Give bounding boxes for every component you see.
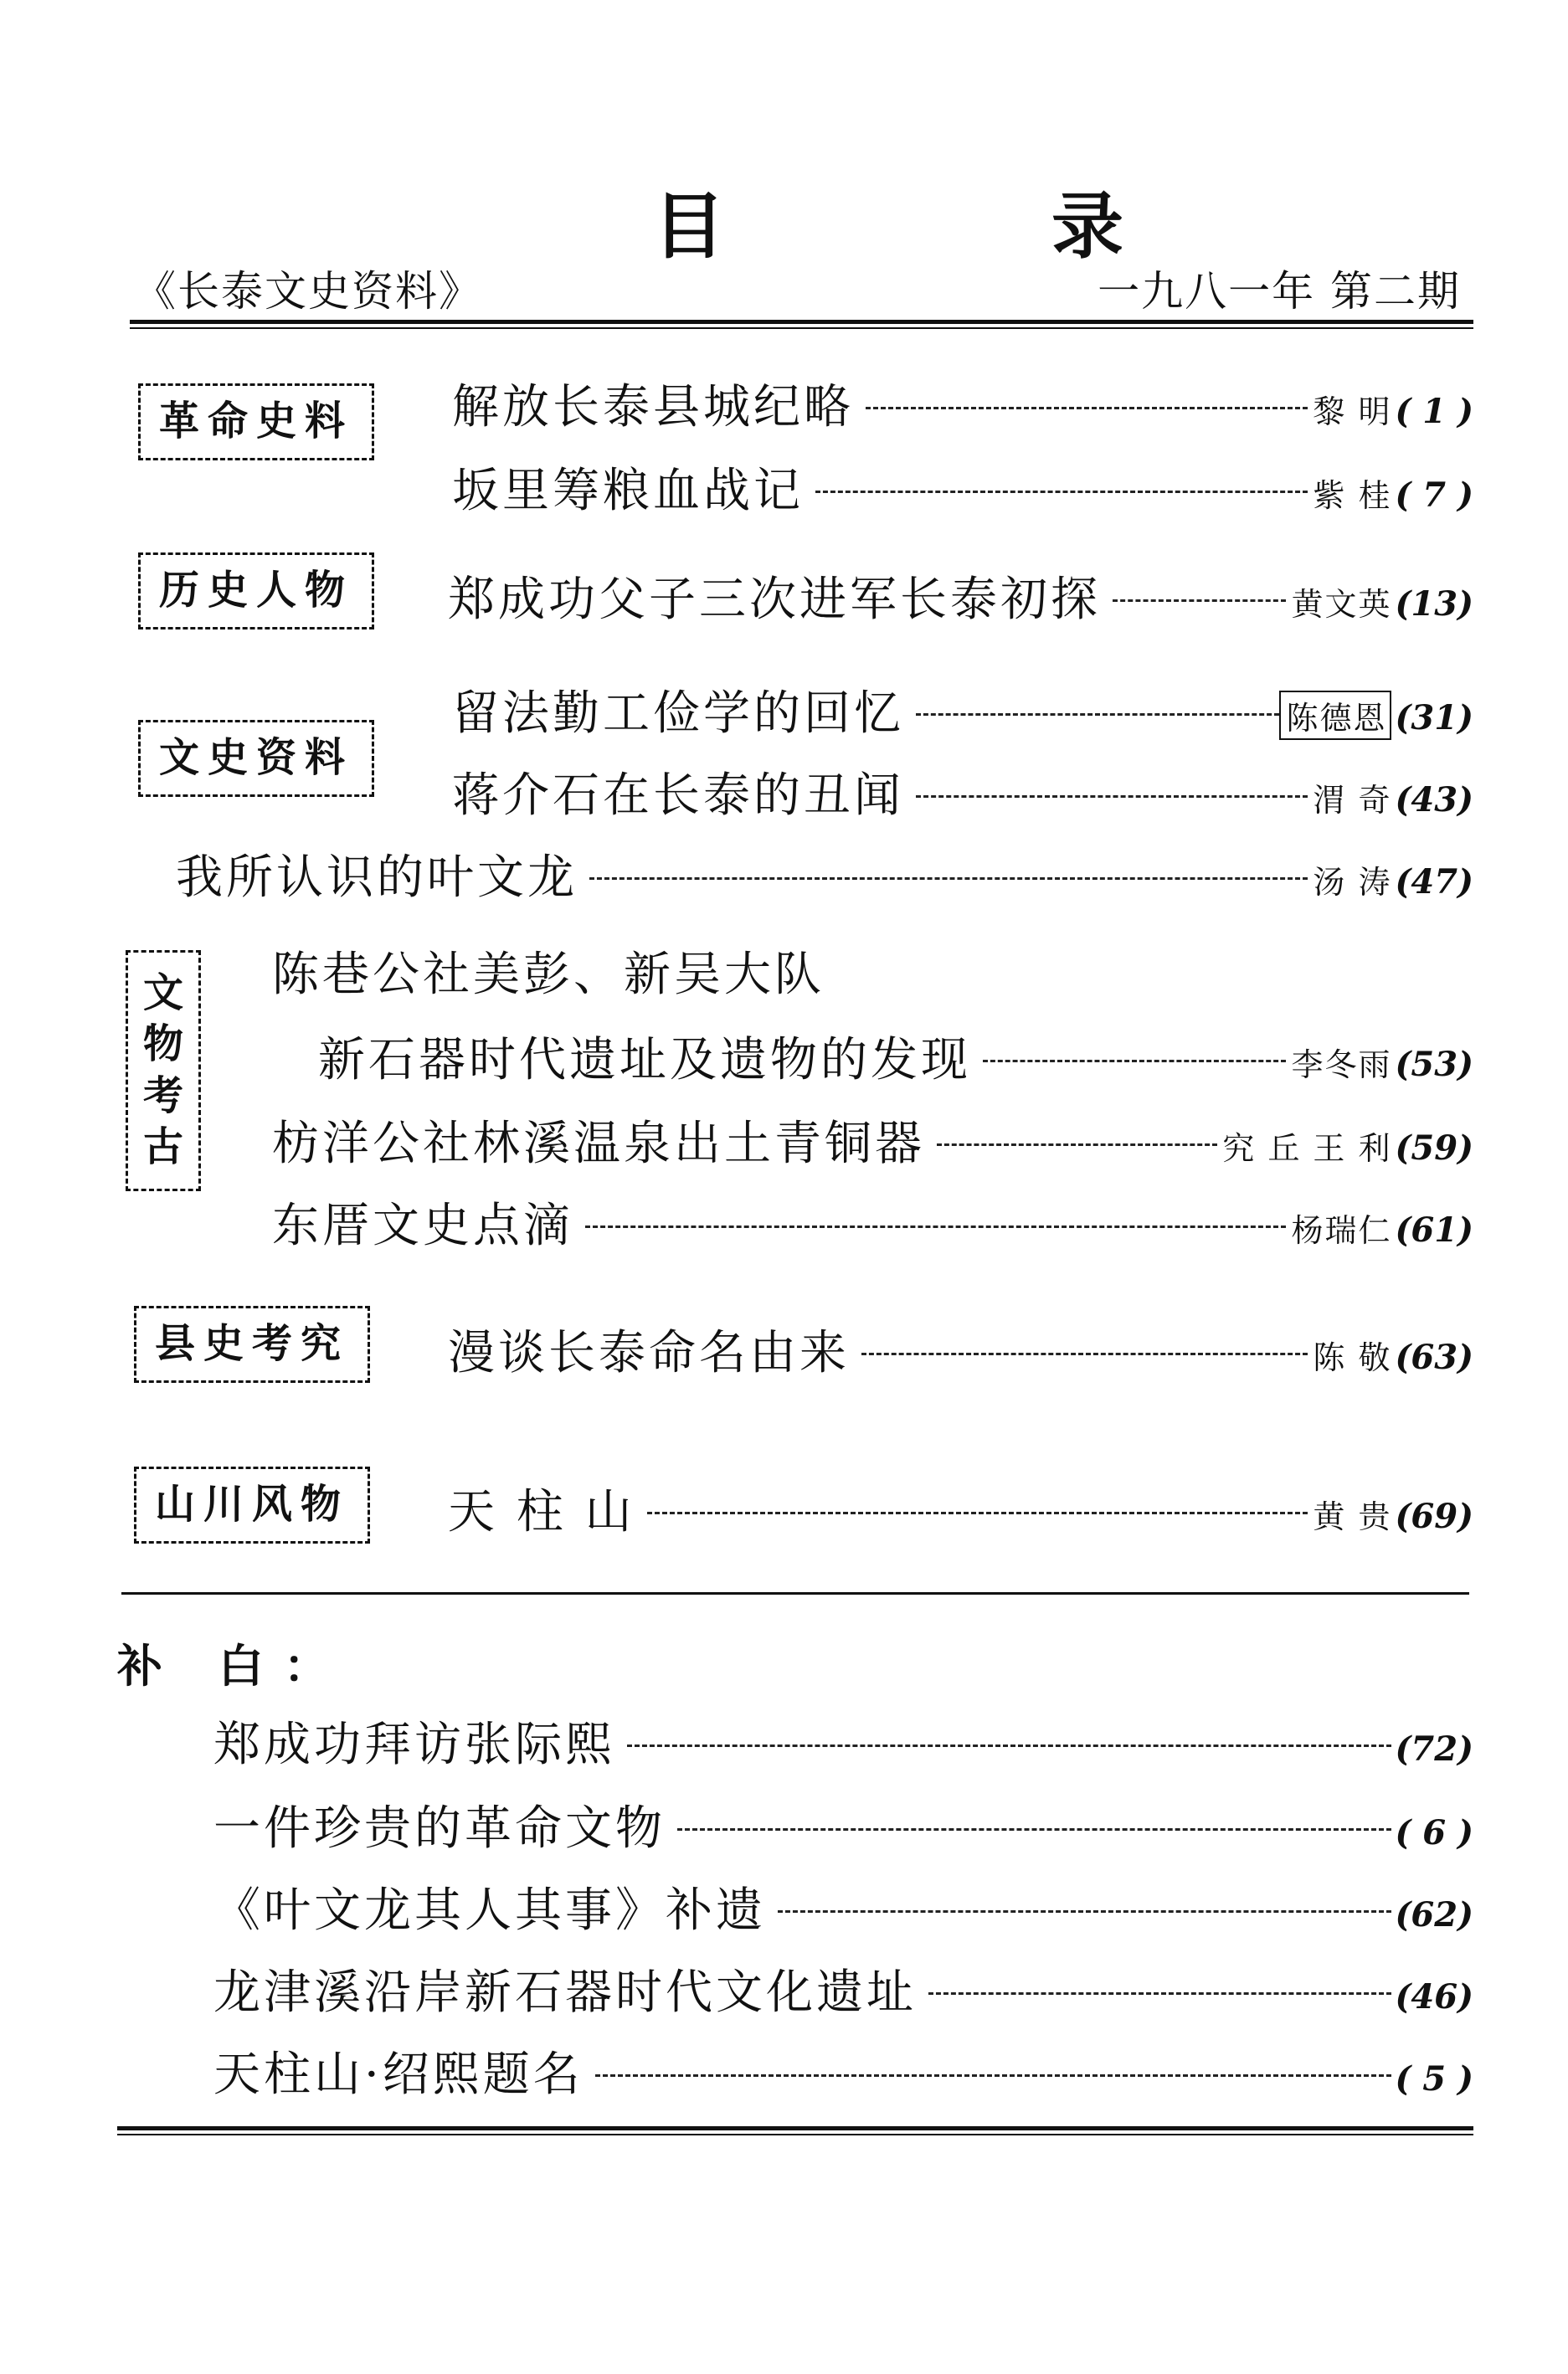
- toc-title: 陈巷公社美彭、新吴大队: [272, 948, 825, 1002]
- toc-page: (61): [1395, 1210, 1473, 1250]
- toc-page: (46): [1395, 1977, 1473, 2017]
- toc-author: 紫 桂: [1313, 477, 1392, 514]
- category-county-history: 县史考究: [134, 1306, 370, 1383]
- toc-page: (47): [1395, 862, 1473, 902]
- leader-dots: [778, 1910, 1391, 1913]
- leader-dots: [585, 1226, 1286, 1228]
- toc-row[interactable]: [318, 1023, 1473, 1087]
- toc-page: (62): [1395, 1895, 1473, 1935]
- toc-title: 蒋介石在长泰的丑闻: [452, 768, 904, 823]
- footer-divider: [117, 2126, 1473, 2135]
- toc-page: (59): [1395, 1128, 1473, 1168]
- toc-row[interactable]: [448, 1475, 1473, 1539]
- toc-page: ( 6 ): [1395, 1813, 1473, 1852]
- toc-author: 杨瑞仁: [1291, 1212, 1392, 1249]
- supplement-row[interactable]: [213, 1955, 1473, 2020]
- toc-title: 郑成功拜访张际熙: [213, 1718, 615, 1772]
- page-title: 目 录: [653, 184, 1274, 269]
- toc-page: ( 7 ): [1395, 475, 1473, 515]
- toc-page: (63): [1395, 1338, 1473, 1377]
- toc-author: 陈德恩: [1279, 691, 1391, 740]
- leader-dots: [983, 1060, 1286, 1062]
- issue-date: 一九八一年 第二期: [1098, 267, 1461, 316]
- toc-row[interactable]: [452, 676, 1473, 741]
- toc-row[interactable]: [272, 938, 1473, 1002]
- toc-title: 郑成功父子三次进军长泰初探: [448, 573, 1101, 627]
- leader-dots: [677, 1828, 1391, 1831]
- leader-dots: [928, 1992, 1391, 1995]
- journal-name: 《长泰文史资料》: [134, 267, 482, 316]
- toc-title: 坂里筹粮血战记: [452, 464, 804, 518]
- leader-dots: [627, 1745, 1391, 1747]
- toc-page: (69): [1395, 1497, 1473, 1536]
- toc-row[interactable]: [176, 840, 1473, 905]
- toc-page: ( 5 ): [1395, 2059, 1473, 2099]
- toc-row[interactable]: [448, 563, 1473, 627]
- toc-title: 龙津溪沿岸新石器时代文化遗址: [213, 1965, 917, 2020]
- category-historical-figures: 历史人物: [138, 552, 374, 629]
- supplement-row[interactable]: [213, 1791, 1473, 1856]
- leader-dots: [866, 407, 1308, 409]
- toc-author: 黄 贵: [1313, 1498, 1392, 1535]
- leader-dots: [1113, 599, 1286, 602]
- toc-title: 留法勤工俭学的回忆: [452, 686, 904, 741]
- toc-title: 东厝文史点滴: [272, 1199, 573, 1253]
- supplement-row[interactable]: [213, 1873, 1473, 1938]
- category-literary-materials: 文史资料: [138, 720, 374, 797]
- supplement-row[interactable]: [213, 1708, 1473, 1772]
- toc-row[interactable]: [272, 1189, 1473, 1253]
- toc-page: (31): [1395, 698, 1473, 737]
- toc-row[interactable]: [452, 758, 1473, 823]
- toc-author: 黎 明: [1313, 393, 1392, 430]
- toc-title: 新石器时代遗址及遗物的发现: [318, 1033, 971, 1087]
- supplement-row[interactable]: [213, 2037, 1473, 2102]
- toc-row[interactable]: [448, 1316, 1473, 1380]
- toc-title: 漫谈长泰命名由来: [448, 1326, 850, 1380]
- toc-author: 渭 奇: [1313, 782, 1392, 819]
- toc-page: (53): [1395, 1045, 1473, 1084]
- supplement-label: 补 白：: [117, 1639, 349, 1693]
- toc-page: ( 1 ): [1395, 392, 1473, 431]
- toc-title: 天 柱 山: [448, 1485, 635, 1539]
- toc-page: (13): [1395, 584, 1473, 624]
- toc-author: 究 丘 王 利: [1222, 1130, 1392, 1167]
- category-landscape: 山川风物: [134, 1467, 370, 1544]
- leader-dots: [861, 1353, 1308, 1355]
- toc-title: 我所认识的叶文龙: [176, 850, 578, 905]
- toc-title: 天柱山·绍熙题名: [213, 2048, 584, 2102]
- category-archaeology: 文物考古: [126, 950, 201, 1191]
- leader-dots: [916, 795, 1308, 798]
- leader-dots: [647, 1512, 1308, 1514]
- toc-title: 《叶文龙其人其事》补遗: [213, 1883, 766, 1938]
- toc-author: 汤 涛: [1313, 864, 1392, 901]
- toc-row[interactable]: [272, 1107, 1473, 1171]
- toc-title: 一件珍贵的革命文物: [213, 1801, 666, 1856]
- toc-author: 陈 敬: [1313, 1339, 1392, 1376]
- toc-title: 枋洋公社林溪温泉出土青铜器: [272, 1117, 925, 1171]
- toc-page: (43): [1395, 780, 1473, 820]
- category-revolution-history: 革命史料: [138, 383, 374, 460]
- leader-dots: [595, 2074, 1392, 2077]
- leader-dots: [937, 1143, 1217, 1146]
- toc-author: 黄文英: [1291, 586, 1392, 623]
- toc-row[interactable]: [452, 370, 1473, 434]
- leader-dots: [589, 877, 1308, 880]
- section-divider: [121, 1592, 1469, 1595]
- toc-author: 李冬雨: [1291, 1046, 1392, 1083]
- leader-dots: [916, 713, 1279, 716]
- header-divider: [130, 320, 1473, 329]
- toc-row[interactable]: [452, 454, 1473, 518]
- toc-page: (72): [1395, 1729, 1473, 1769]
- toc-title: 解放长泰县城纪略: [452, 380, 854, 434]
- leader-dots: [815, 491, 1308, 493]
